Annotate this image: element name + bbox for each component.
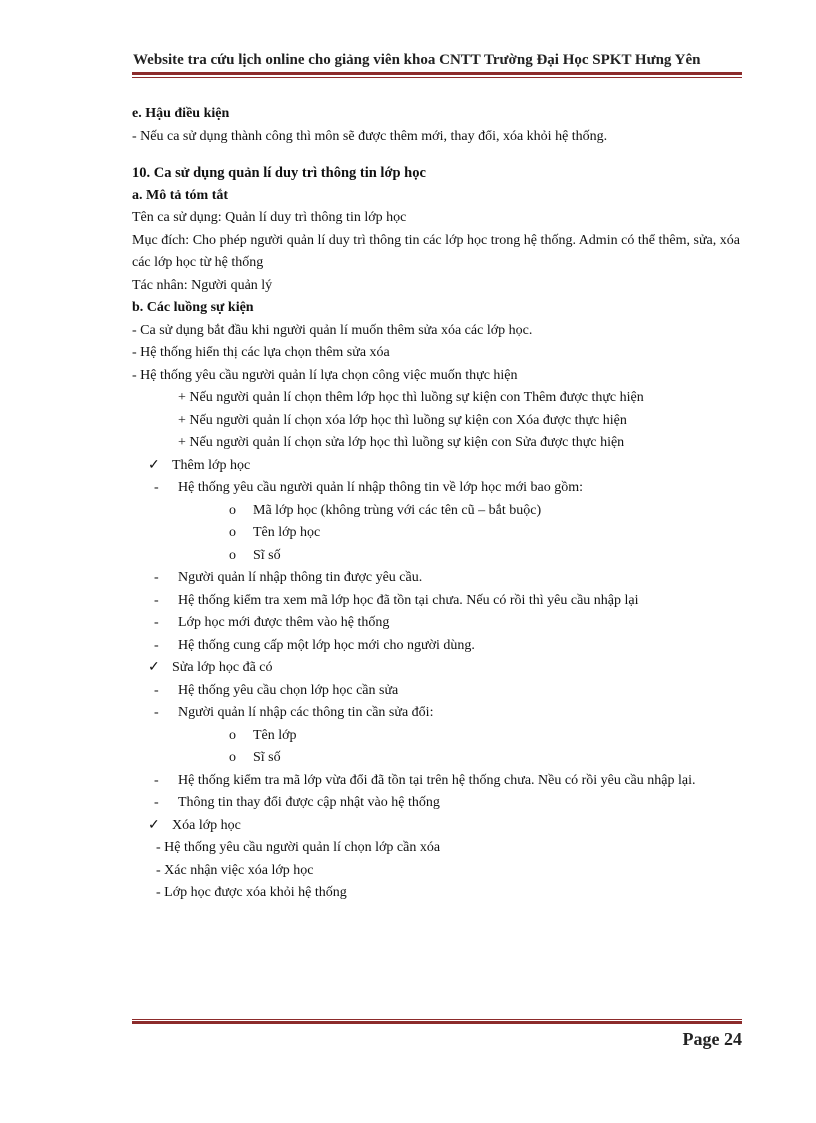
checkmark-icon: ✓ <box>148 660 160 675</box>
page-number: Page 24 <box>682 1029 742 1049</box>
sub-flow-option: + Nếu người quản lí chọn thêm lớp học thì luồng sự kiện con Thêm được thực hiện <box>178 390 644 405</box>
list-item: o Sĩ số <box>132 747 740 770</box>
section-e-heading: e. Hậu điều kiện <box>132 106 230 121</box>
flow-step: - Ca sử dụng bắt đầu khi người quản lí muốn thêm sửa xóa các lớp học. <box>132 322 533 338</box>
circle-bullet-icon: o <box>229 750 236 765</box>
dash-bullet: - <box>154 615 159 630</box>
flow-step: - Hệ thống yêu cầu người quản lí lựa chọn công việc muốn thực hiện <box>132 367 518 383</box>
list-item: o Tên lớp học <box>132 522 740 545</box>
header-rule-thin <box>132 77 742 78</box>
section-a-heading: a. Mô tả tóm tắt <box>132 187 229 203</box>
circle-bullet-icon: o <box>229 727 236 743</box>
edit-subflow-heading: ✓ Sửa lớp học đã có <box>132 657 740 680</box>
list-item: - Người quản lí nhập các thông tin cần sửa đổi: <box>132 702 740 725</box>
list-item: o Tên lớp <box>132 725 740 748</box>
list-item: - Người quản lí nhập thông tin được yêu cầu. <box>132 567 740 590</box>
dash-bullet: - <box>154 592 159 608</box>
dash-bullet: - <box>154 772 159 788</box>
list-item: - Lớp học được xóa khỏi hệ thống <box>156 885 347 900</box>
list-item: - Hệ thống kiểm tra mã lớp vừa đổi đã tồn tại trên hệ thống chưa. Nều có rồi yêu cầu nhập lại. <box>132 770 740 793</box>
list-item: - Hệ thống cung cấp một lớp học mới cho người dùng. <box>132 635 740 658</box>
checkmark-icon: ✓ <box>148 817 160 833</box>
sub-flow-option: + Nếu người quản lí chọn xóa lớp học thì luồng sự kiện con Xóa được thực hiện <box>178 412 627 428</box>
delete-subflow-heading: ✓ Xóa lớp học <box>132 815 740 838</box>
dash-bullet: - <box>154 637 159 653</box>
circle-bullet-icon: o <box>229 525 236 540</box>
list-item: o Mã lớp học (không trùng với các tên cũ – bắt buộc) <box>132 500 740 523</box>
list-item: - Hệ thống yêu cầu chọn lớp học cần sửa <box>132 680 740 703</box>
list-item: - Lớp học mới được thêm vào hệ thống <box>132 612 740 635</box>
footer-rule-thin <box>132 1019 742 1020</box>
dash-bullet: - <box>154 705 159 720</box>
list-item: o Sĩ số <box>132 545 740 568</box>
dash-bullet: - <box>154 480 159 495</box>
dash-bullet: - <box>154 570 159 585</box>
use-case-name: Tên ca sử dụng: Quản lí duy trì thông tin lớp học <box>132 210 407 225</box>
flow-step: - Hệ thống hiển thị các lựa chọn thêm sửa xóa <box>132 345 390 360</box>
list-item: - Hệ thống yêu cầu người quản lí nhập thông tin về lớp học mới bao gồm: <box>132 477 740 500</box>
checkmark-icon: ✓ <box>148 457 160 473</box>
use-case-purpose: Mục đích: Cho phép người quản lí duy trì thông tin các lớp học trong hệ thống. Admin có thể thêm, sửa, xóa các lớp học từ hệ thống <box>132 232 740 270</box>
running-header: Website tra cứu lịch online cho giảng viên khoa CNTT Trường Đại Học SPKT Hưng Yên <box>133 52 701 68</box>
dash-bullet: - <box>154 795 159 810</box>
circle-bullet-icon: o <box>229 502 236 518</box>
header-rule-thick <box>132 72 742 75</box>
add-subflow-heading: ✓ Thêm lớp học <box>132 455 740 478</box>
list-item: - Xác nhận việc xóa lớp học <box>156 862 314 878</box>
list-item: - Hệ thống kiểm tra xem mã lớp học đã tồn tại chưa. Nếu có rồi thì yêu cầu nhập lại <box>132 590 740 613</box>
list-item: - Thông tin thay đổi được cập nhật vào hệ thống <box>132 792 740 815</box>
circle-bullet-icon: o <box>229 547 236 563</box>
section-10-heading: 10. Ca sử dụng quản lí duy trì thông tin lớp học <box>132 165 426 181</box>
list-item: - Hệ thống yêu cầu người quản lí chọn lớp cần xóa <box>156 840 441 855</box>
footer-rule-thick <box>132 1021 742 1024</box>
document-body <box>132 103 740 905</box>
section-e-text: - Nếu ca sử dụng thành công thì môn sẽ được thêm mới, thay đổi, xóa khỏi hệ thống. <box>132 128 608 144</box>
use-case-actor: Tác nhân: Người quản lý <box>132 277 273 293</box>
section-b-heading: b. Các luồng sự kiện <box>132 300 254 315</box>
dash-bullet: - <box>154 682 159 698</box>
sub-flow-option: + Nếu người quản lí chọn sửa lớp học thì luồng sự kiện con Sửa được thực hiện <box>178 435 625 450</box>
